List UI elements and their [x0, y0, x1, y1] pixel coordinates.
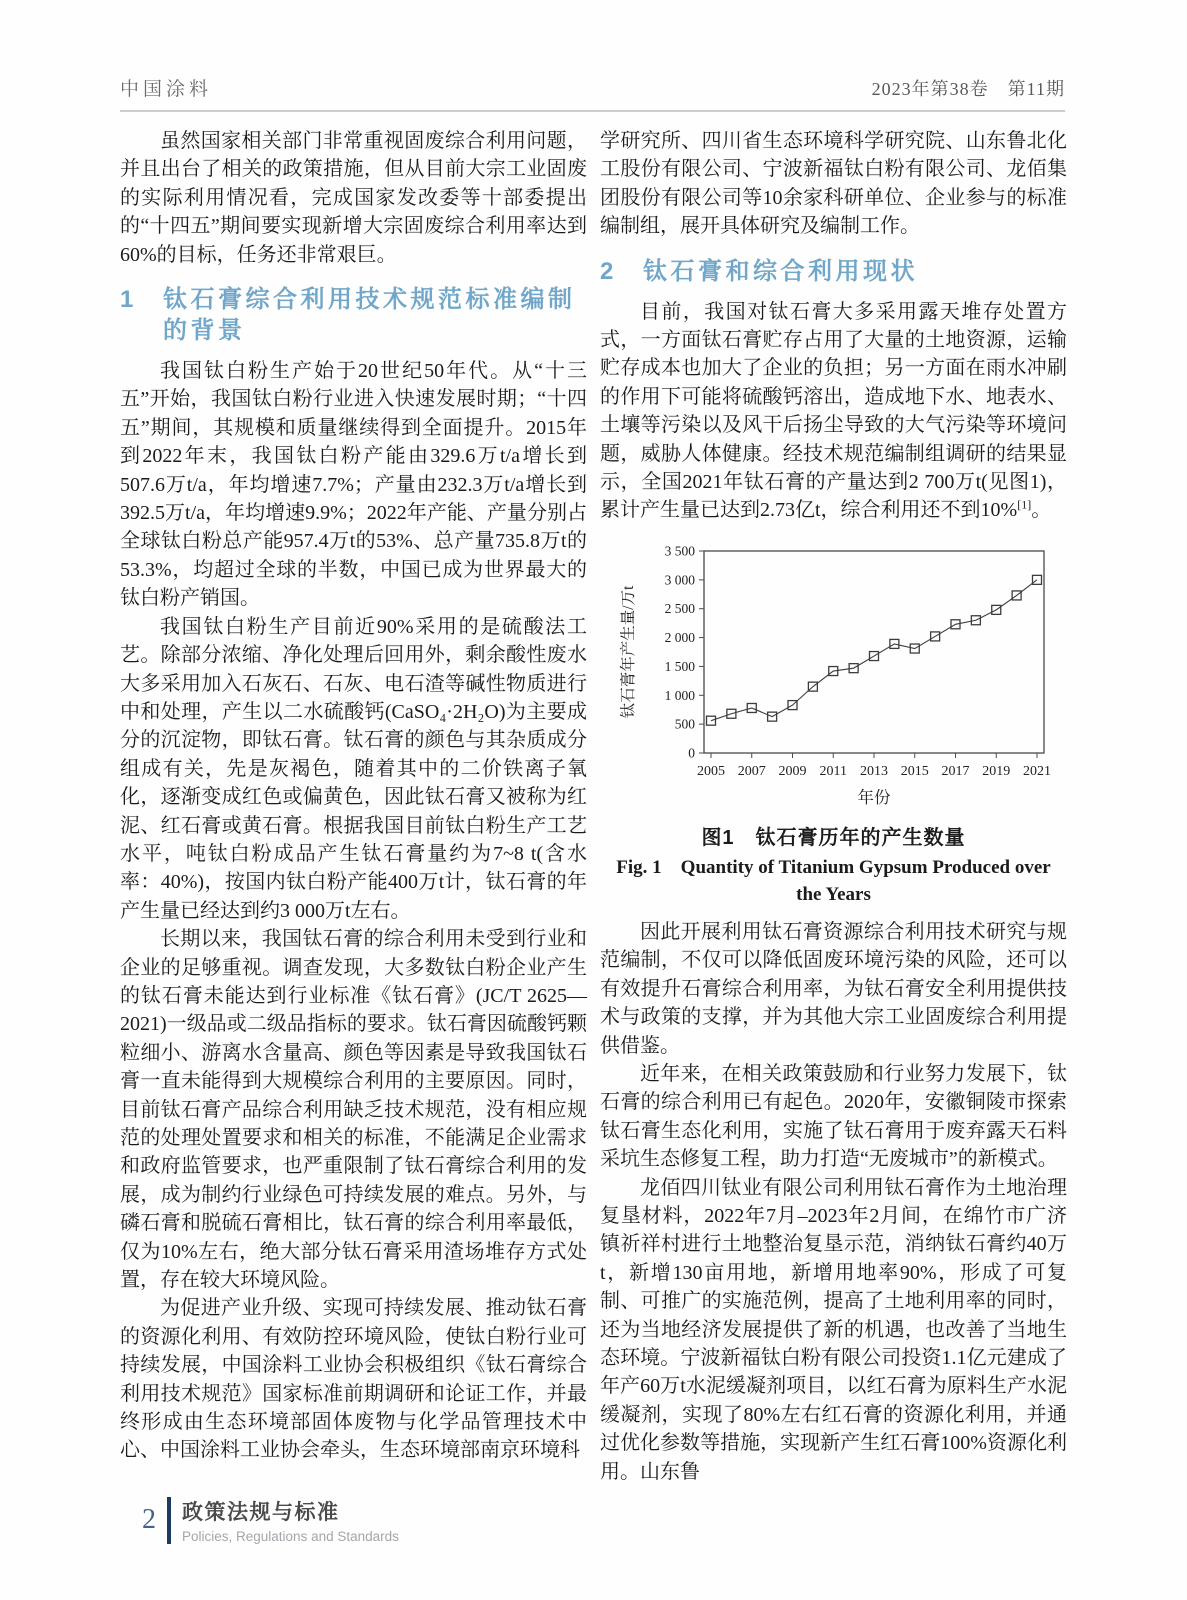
paragraph: 近年来，在相关政策鼓励和行业努力发展下，钛石膏的综合利用已有起色。2020年，安徽铜陵市探索钛石膏生态化利用，实施了钛石膏用于废弃露天石料采坑生态修复工程，助力打造“无废城市”的新模式。 [600, 1062, 1067, 1171]
figure-caption-cn: 图1 钛石膏历年的产生数量 [701, 826, 966, 849]
left-column [120, 127, 587, 1486]
section-1-heading [120, 284, 587, 346]
page-header [120, 74, 1065, 112]
data-point-marker [1032, 575, 1041, 584]
section-title: 钛石膏和综合利用现状 [643, 257, 918, 285]
data-line [711, 580, 1037, 721]
right-column [600, 127, 1067, 1486]
paragraph-with-citation [600, 298, 1067, 525]
x-tick-label: 2011 [819, 763, 847, 779]
issue-info: 2023年第38卷 第11期 [871, 79, 1065, 99]
y-tick-label: 500 [674, 716, 695, 732]
x-tick-label: 2005 [696, 763, 725, 779]
y-tick-label: 2 500 [664, 601, 695, 617]
x-axis-title: 年份 [857, 787, 890, 807]
section-2-heading [600, 256, 1067, 287]
paragraph-text: 目前，我国对钛石膏大多采用露天堆存处置方式，一方面钛石膏贮存占用了大量的土地资源，运输贮存成本也加大了企业的负担；另一方面在雨水冲刷的作用下可能将硫酸钙溶出，造成地下水、地表水、土壤等污染以及风干后扬尘导致的大气污染等环境问题，威胁人体健康。经技术规范编制组调研的结果显示，全国2021年钛石膏的产量达到2 700万t(见图1)，累计产生量已达到2.73亿t，综合利用还不到10% [600, 300, 1067, 522]
two-column-body [120, 127, 1067, 1486]
section-title: 钛石膏综合利用技术规范标准编制的背景 [163, 286, 576, 345]
footer-section [182, 1496, 399, 1544]
paragraph-continuation: 学研究所、四川省生态环境科学研究院、山东鲁北化工股份有限公司、宁波新福钛白粉有限公司、龙佰集团股份有限公司等10余家科研单位、企业参与的标准编制组，展开具体研究及编制工作。 [600, 130, 1067, 238]
y-tick-label: 3 500 [664, 543, 695, 559]
y-axis-title: 钛石膏年产生量/万t [619, 585, 637, 719]
paragraph-text: 。 [1031, 499, 1052, 522]
paragraph: 我国钛白粉生产始于20世纪50年代。从“十三五”开始，我国钛白粉行业进入快速发展时期；“十四五”期间，其规模和质量继续得到全面提升。2015年到2022年末，我国钛白粉产能由329.6万t/a增长到507.6万t/a，年均增速7.7%；产量由232.3万t/a增长到392.5万t/a，年均增速9.9%；2022年产能、产量分别占全球钛白粉总产能957.4万t的53%、总产量735.8万t的53.3%，均超过全球的半数，中国已成为世界最大的钛白粉产销国。 [120, 360, 587, 610]
paragraph: 我国钛白粉生产目前近90%采用的是硫酸法工艺。除部分浓缩、净化处理后回用外，剩余酸性废水大多采用加入石灰石、石灰、电石渣等碱性物质进行中和处理，产生以二水硫酸钙(CaSO₄·2H₂O)为主要成分的沉淀物，即钛石膏。钛石膏的颜色与其杂质成分组成有关，先是灰褐色，随着其中的二价铁离子氧化，逐渐变成红色或偏黄色，因此钛石膏又被称为红泥、红石膏或黄石膏。根据我国目前钛白粉生产工艺水平，吨钛白粉成品产生钛石膏量约为7~8 t(含水率：40%)，按国内钛白粉产能400万t计，钛石膏的年产生量已经达到约3 000万t左右。 [120, 615, 587, 922]
y-tick-label: 0 [687, 745, 695, 761]
paragraph: 因此开展利用钛石膏资源综合利用技术研究与规范编制，不仅可以降低固废环境污染的风险，还可以有效提升石膏综合利用率，为钛石膏安全利用提供技术与政策的支撑，并为其他大宗工业固废综合利用提供借鉴。 [600, 920, 1067, 1057]
paragraph: 虽然国家相关部门非常重视固废综合利用问题，并且出台了相关的政策措施，但从目前大宗工业固废的实际利用情况看，完成国家发改委等十部委提出的“十四五”期间要实现新增大宗固废综合利用率达到60%的目标，任务还非常艰巨。 [120, 130, 587, 266]
x-tick-label: 2007 [737, 763, 766, 779]
y-tick-label: 1 000 [664, 687, 695, 703]
figure-1 [600, 541, 1067, 908]
citation-superscript: [1] [1017, 497, 1032, 512]
section-number: 1 [120, 286, 134, 314]
x-tick-label: 2009 [778, 763, 806, 779]
paragraph: 龙佰四川钛业有限公司利用钛石膏作为土地治理复垦材料，2022年7月–2023年2月间，在绵竹市广济镇祈祥村进行土地整治复垦示范，消纳钛石膏约40万t，新增130亩用地，新增用地率90%，形成了可复制、可推广的实施范例，提高了土地利用率的同时，还为当地经济发展提供了新的机遇，也改善了当地生态环境。宁波新福钛白粉有限公司投资1.1亿元建成了年产60万t水泥缓凝剂项目，以红石膏为原料生产水泥缓凝剂，实现了80%左右红石膏的资源化利用，并通过优化参数等措施，实现新产生红石膏100%资源化利用。山东鲁 [600, 1176, 1067, 1483]
paragraph: 为促进产业升级、实现可持续发展、推动钛石膏的资源化利用、有效防控环境风险，使钛白粉行业可持续发展，中国涂料工业协会积极组织《钛石膏综合利用技术规范》国家标准前期调研和论证工作，并最终形成由生态环境部固体废物与化学品管理技术中心、中国涂料工业协会牵头，生态环境部南京环境科 [120, 1297, 587, 1462]
x-tick-label: 2021 [1022, 763, 1051, 779]
section-number: 2 [600, 257, 614, 285]
x-tick-label: 2019 [981, 763, 1010, 779]
paragraph: 长期以来，我国钛石膏的综合利用未受到行业和企业的足够重视。调查发现，大多数钛白粉企业产生的钛石膏未能达到行业标准《钛石膏》(JC/T 2625—2021)一级品或二级品指标的要求。钛石膏因硫酸钙颗粒细小、游离水含量高、颜色等因素是导致我国钛石膏一直未能得到大规模综合利用的主要原因。同时，目前钛石膏产品综合利用缺乏技术规范，没有相应规范的处理处置要求和相关的标准，不能满足企业需求和政府监管要求，也严重限制了钛石膏综合利用的发展，成为制约行业绿色可持续发展的难点。另外，与磷石膏和脱硫石膏相比，钛石膏的综合利用率最低，仅为10%左右，绝大部分钛石膏采用渣场堆存方式处置，存在较大环境风险。 [120, 928, 587, 1292]
page-footer [142, 1496, 399, 1544]
y-tick-label: 2 000 [664, 629, 695, 645]
x-tick-label: 2013 [859, 763, 888, 779]
fig1-line-chart [616, 541, 1052, 809]
x-tick-label: 2017 [941, 763, 969, 779]
journal-name: 中国涂料 [120, 79, 213, 100]
y-tick-label: 3 000 [664, 572, 695, 588]
x-tick-label: 2015 [900, 763, 929, 779]
footer-divider [167, 1497, 171, 1544]
footer-section-title-en: Policies, Regulations and Standards [182, 1529, 399, 1544]
figure-caption-en: Fig. 1 Quantity of Titanium Gypsum Produced over the Years [616, 856, 1051, 905]
y-tick-label: 1 500 [664, 658, 695, 674]
footer-section-title-cn: 政策法规与标准 [182, 1501, 340, 1524]
page-number: 2 [142, 1504, 156, 1535]
